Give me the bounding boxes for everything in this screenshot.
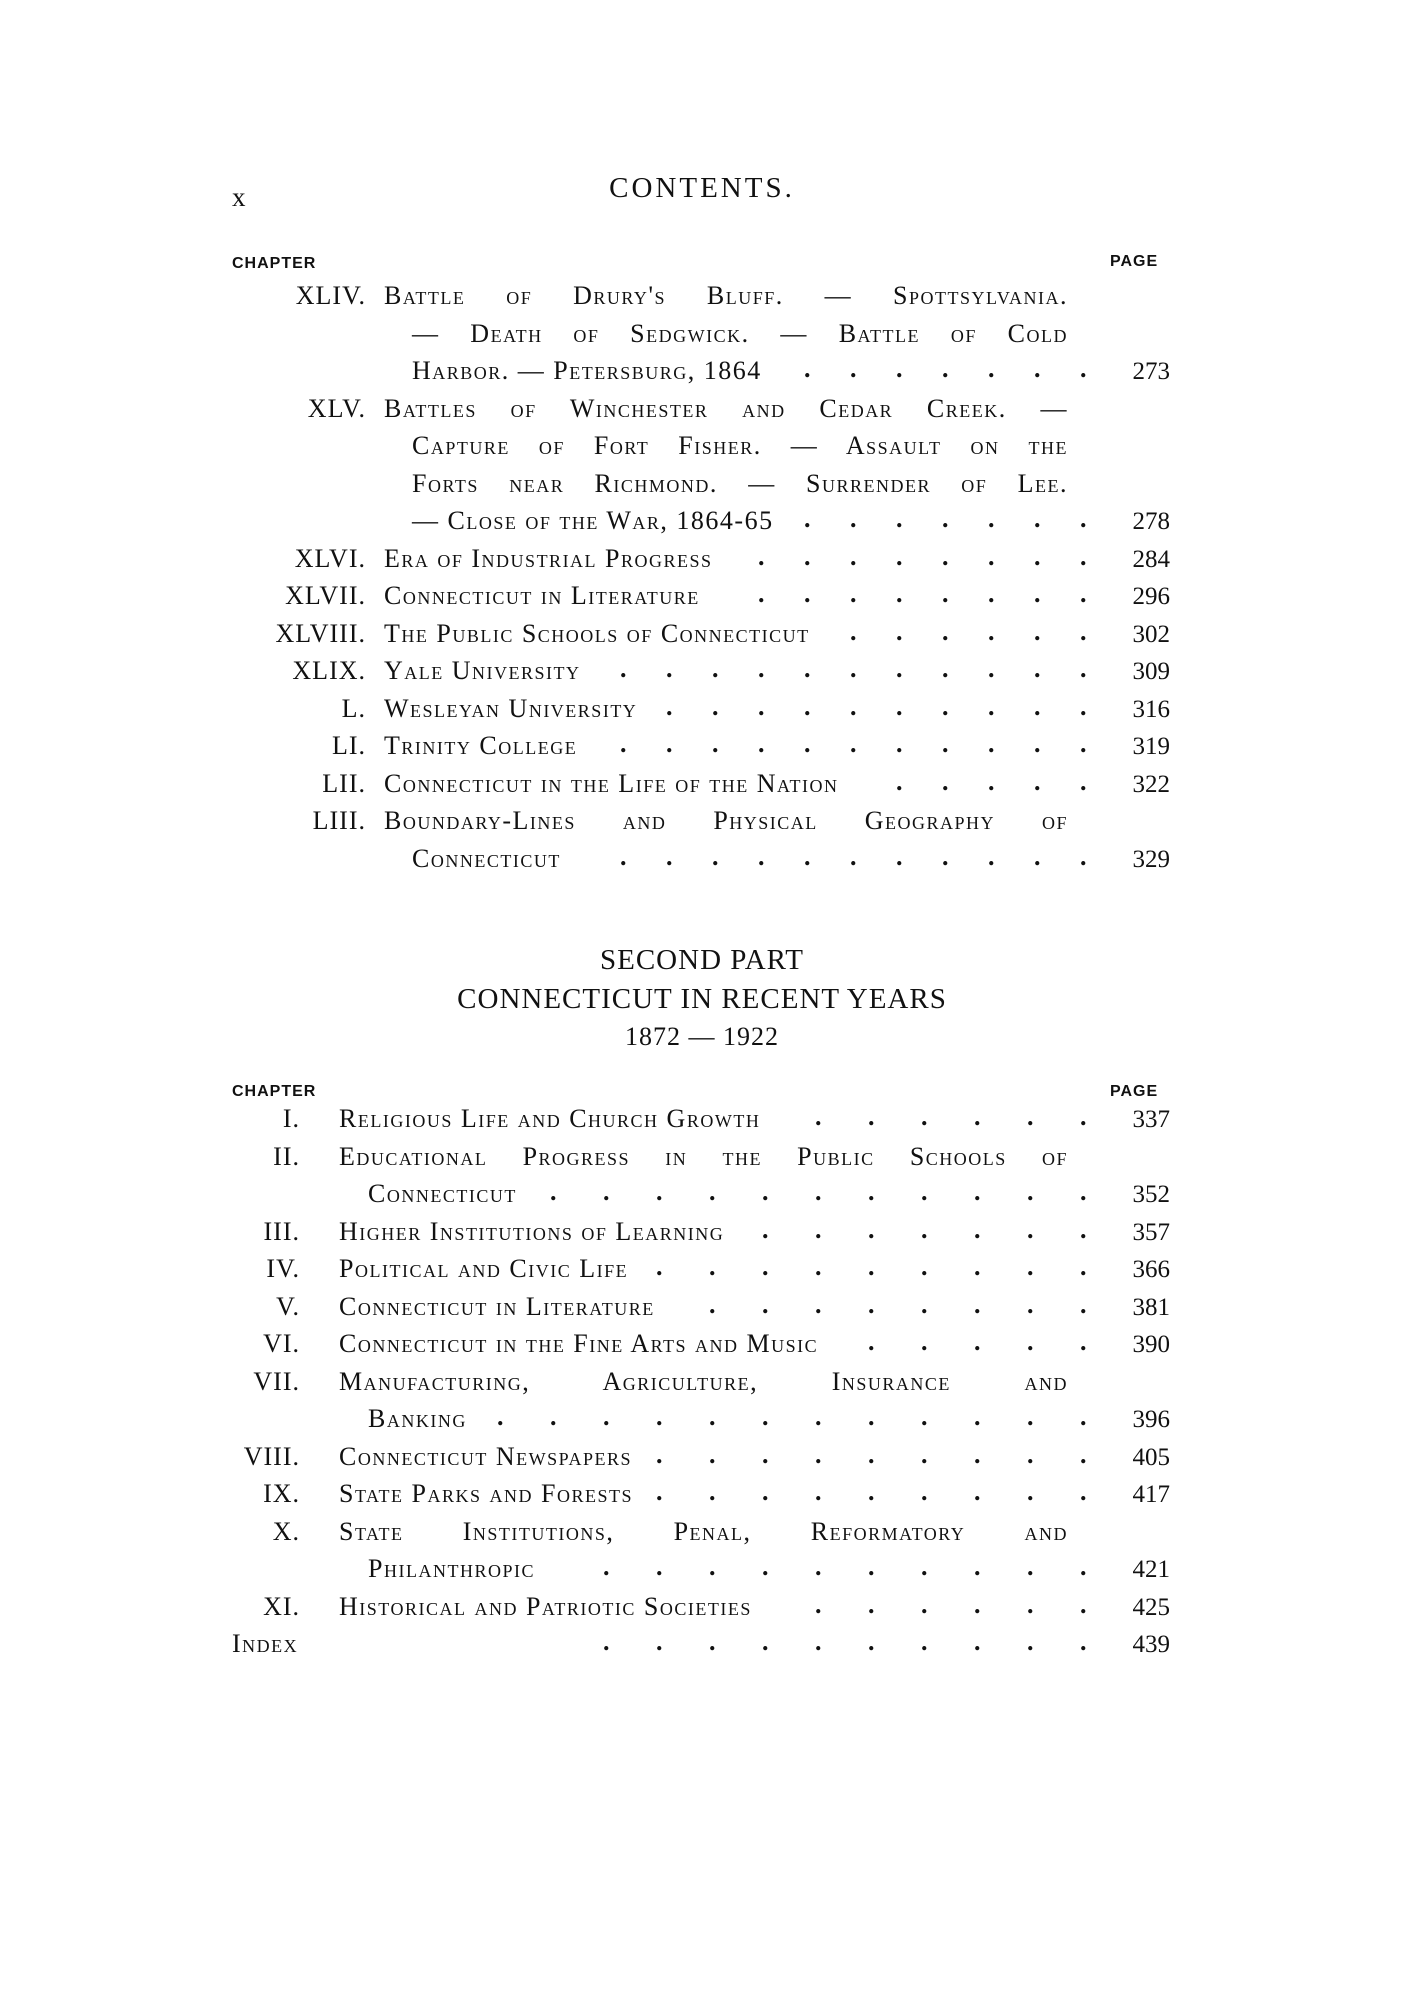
- page-number-ref: 278: [1132, 508, 1170, 535]
- running-title: CONTENTS.: [609, 172, 795, 204]
- part-years: 1872 — 1922: [625, 1022, 779, 1051]
- document-page: x CONTENTS. CHAPTER PAGE XLIV. Battle of Drury's Bluff. — Spottsylvania. — Death of Sedgwick. — Battle of Cold Harbor. — Petersburg, 1864 . . . . . . . 273 XLV. Battles of Winchester and Cedar Creek. — Capture of Fort Fisher. — Assault on the Forts near Richmond. — Surrender of Lee. — Close of the War, 1864-65 . . . . . . . 278 XLVI. Era of Industrial Progress . . . . . . . . 284 XLVII. Connecticut in Literature . . . . . . . . 296 XLVIII. The Public Schools of Connecticut . . . . . . 302 XLIX. Yale University . . . . . . . . . . . 309 L. Wesleyan University . . . . . . . . . . 316 LI. Trinity College . . . . . . . . . . . 319 LII. Connecticut in the Life of the Nation . . . . . 322 LIII. Boundary-Lines and Physical Geography of Connecticut . . . . . . . . . . . 329 SECOND PART CONNECTICUT IN RECENT YEARS 1872 — 1922 CHAPTER PAGE I. Religious Life and Church Growth . . . . . . 337 II. Educational Progress in the Public Schools of Connecticut . . . . . . . . . . . 352 III. Higher Institutions of Learning . . . . . . . 357 IV. Political and Civic Life . . . . . . . . . 366 V. Connecticut in Literature . . . . . . . . 381 VI. Connecticut in the Fine Arts and Music . . . . . 390 VII. Manufacturing, Agriculture, Insurance and Banking . . . . . . . . . . . . 396 VIII. Connecticut Newspapers . . . . . . . . . 405 IX. State Parks and Forests . . . . . . . . . 417 X. State Institutions, Penal, Reformatory and Philanthropic . . . . . . . . . . 421 XI. Historical and Patriotic Societies . . . . . . 425 Index . . . . . . . . . . 439: [0, 0, 1404, 1999]
- page-number-ref: 421: [1132, 1556, 1170, 1583]
- page-number-ref: 390: [1132, 1331, 1170, 1358]
- page-number-ref: 396: [1132, 1406, 1170, 1433]
- chapter-title-line: Capture of Fort Fisher. — Assault on the: [412, 431, 1068, 460]
- chapter-title-line: Higher Institutions of Learning: [339, 1216, 725, 1246]
- chapter-number: XLIV.: [295, 281, 366, 310]
- chapter-number: I.: [282, 1104, 300, 1133]
- page-number: x: [232, 182, 246, 212]
- chapter-title-line: — Close of the War, 1864-65: [412, 506, 774, 535]
- chapter-title-line: Connecticut in Literature: [384, 581, 700, 610]
- chapter-title-line: Connecticut: [412, 843, 561, 873]
- chapter-number: XLV.: [307, 393, 366, 423]
- page-number-ref: 284: [1132, 545, 1170, 573]
- chapter-number: LII.: [322, 768, 366, 798]
- chapter-title-line: Connecticut in the Life of the Nation: [384, 768, 839, 798]
- chapter-number: XLVI.: [294, 543, 366, 573]
- chapter-title-line: State Parks and Forests: [339, 1479, 633, 1508]
- chapter-title-line: Battles of Winchester and Cedar Creek. —: [384, 393, 1068, 423]
- chapter-title-line: Educational Progress in the Public Schools of: [339, 1141, 1068, 1171]
- chapter-number: IV.: [266, 1254, 300, 1283]
- chapter-title-line: Religious Life and Church Growth: [339, 1104, 761, 1133]
- chapter-title-line: State Institutions, Penal, Reformatory and: [339, 1516, 1068, 1546]
- chapter-number: XLIX.: [292, 656, 366, 685]
- chapter-number: LI.: [331, 731, 366, 760]
- page-column-label: PAGE: [1110, 1083, 1159, 1100]
- chapter-title-line: Political and Civic Life: [339, 1254, 629, 1283]
- part-subheading: CONNECTICUT IN RECENT YEARS: [457, 983, 947, 1015]
- chapter-number: VI.: [263, 1329, 300, 1358]
- chapter-title-line: Boundary-Lines and Physical Geography of: [384, 806, 1068, 835]
- page-column-label: PAGE: [1110, 253, 1159, 270]
- page-number-ref: 405: [1132, 1443, 1170, 1471]
- part-heading: SECOND PART: [600, 944, 804, 976]
- page-number-ref: 337: [1132, 1106, 1170, 1133]
- chapter-title-line: Harbor. — Petersburg, 1864: [412, 356, 762, 385]
- chapter-title-line: Wesleyan University: [384, 693, 638, 723]
- chapter-title-line: Connecticut Newspapers: [339, 1441, 632, 1471]
- chapter-title-line: Battle of Drury's Bluff. — Spottsylvania.: [384, 281, 1068, 310]
- page-number-ref: 296: [1132, 583, 1170, 610]
- page-number-ref: 381: [1132, 1293, 1170, 1321]
- chapter-number: IX.: [263, 1479, 300, 1508]
- chapter-title-line: The Public Schools of Connecticut: [384, 618, 810, 648]
- chapter-number: XLVIII.: [275, 618, 366, 648]
- chapter-number: XI.: [263, 1591, 300, 1621]
- chapter-number: VII.: [253, 1366, 300, 1396]
- chapter-column-label: CHAPTER: [232, 255, 317, 272]
- page-number-ref: 352: [1132, 1181, 1170, 1208]
- chapter-title-line: Connecticut: [368, 1179, 517, 1208]
- page-number-ref: 439: [1132, 1631, 1170, 1658]
- chapter-number: X.: [272, 1516, 300, 1546]
- page-number-ref: 366: [1132, 1256, 1170, 1283]
- page-number-ref: 302: [1132, 620, 1170, 648]
- page-number-ref: 322: [1132, 770, 1170, 798]
- page-number-ref: 329: [1132, 845, 1170, 873]
- chapter-title-line: Philanthropic: [368, 1554, 535, 1583]
- chapter-number: XLVII.: [285, 581, 366, 610]
- page-number-ref: 273: [1132, 358, 1170, 385]
- page-number-ref: 319: [1132, 733, 1170, 760]
- page-number-ref: 309: [1132, 658, 1170, 685]
- page-number-ref: 417: [1132, 1481, 1170, 1508]
- chapter-title-line: Era of Industrial Progress: [384, 543, 713, 573]
- chapter-title-line: Connecticut in the Fine Arts and Music: [339, 1329, 819, 1358]
- chapter-title-line: Forts near Richmond. — Surrender of Lee.: [412, 468, 1068, 498]
- index-label: Index: [232, 1629, 299, 1658]
- chapter-title-line: — Death of Sedgwick. — Battle of Cold: [412, 318, 1068, 348]
- chapter-number: VIII.: [243, 1441, 300, 1471]
- chapter-number: V.: [276, 1291, 300, 1321]
- chapter-number: LIII.: [312, 806, 366, 835]
- chapter-title-line: Manufacturing, Agriculture, Insurance and: [339, 1366, 1068, 1396]
- chapter-title-line: Historical and Patriotic Societies: [339, 1591, 752, 1621]
- chapter-title-line: Yale University: [384, 656, 581, 685]
- chapter-title-line: Banking: [368, 1404, 467, 1433]
- page-number-ref: 357: [1132, 1218, 1170, 1246]
- page-number-ref: 425: [1132, 1593, 1170, 1621]
- chapter-number: III.: [263, 1216, 300, 1246]
- chapter-number: II.: [273, 1141, 300, 1171]
- chapter-number: L.: [341, 693, 366, 723]
- chapter-title-line: Connecticut in Literature: [339, 1291, 655, 1321]
- chapter-column-label: CHAPTER: [232, 1083, 317, 1100]
- chapter-title-line: Trinity College: [384, 731, 578, 760]
- page-number-ref: 316: [1132, 695, 1170, 723]
